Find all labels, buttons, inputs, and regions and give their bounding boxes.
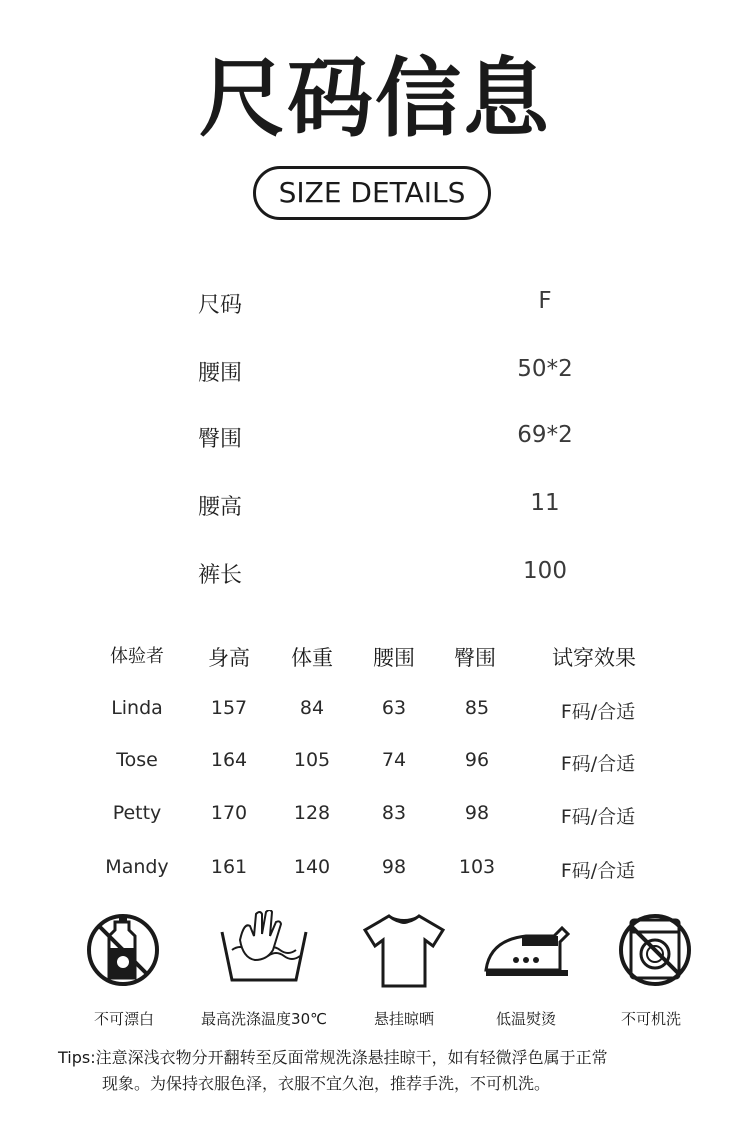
table-row — [0, 856, 750, 890]
size-label: 腰高 — [198, 495, 243, 520]
table-cell: 105 — [293, 749, 331, 771]
table-cell: 96 — [464, 749, 490, 771]
table-cell: 83 — [381, 802, 407, 824]
table-cell: 140 — [293, 856, 331, 878]
table-cell: 157 — [210, 697, 248, 719]
no-machine-wash-icon — [615, 910, 695, 990]
table-cell: 84 — [299, 697, 325, 719]
size-label: 臀围 — [198, 427, 243, 452]
table-cell: 98 — [381, 856, 407, 878]
table-cell: 98 — [464, 802, 490, 824]
header-cell: 臀围 — [454, 646, 496, 670]
tips-line: 现象。为保持衣服色泽，衣服不宜久泡，推荐手洗，不可机洗。 — [102, 1074, 551, 1093]
page-title: 尺码信息 — [199, 49, 551, 149]
fit-table-header — [0, 642, 750, 676]
table-cell: Mandy — [105, 856, 169, 878]
care-label: 不可机洗 — [620, 1010, 681, 1028]
table-cell: 74 — [381, 749, 407, 771]
size-row — [0, 558, 750, 598]
header-cell: 体重 — [291, 646, 333, 670]
care-label: 最高洗涤温度30℃ — [201, 1010, 327, 1028]
care-label: 低温熨烫 — [495, 1010, 556, 1028]
size-row — [0, 356, 750, 396]
table-row — [0, 697, 750, 731]
table-cell: 170 — [210, 802, 248, 824]
size-row — [0, 490, 750, 530]
size-value: 69*2 — [517, 422, 573, 448]
no-bleach-icon — [83, 910, 163, 990]
table-cell: 103 — [458, 856, 496, 878]
size-label: 尺码 — [198, 293, 243, 318]
header-cell: 体验者 — [110, 646, 164, 667]
care-label: 悬挂晾晒 — [373, 1010, 434, 1028]
table-cell: F码/合适 — [560, 860, 636, 882]
table-cell: F码/合适 — [560, 701, 636, 723]
size-value: 100 — [523, 558, 567, 584]
header-cell: 试穿效果 — [552, 646, 636, 670]
table-cell: 164 — [210, 749, 248, 771]
table-cell: Tose — [116, 749, 158, 771]
table-cell: Linda — [111, 697, 163, 719]
size-row — [0, 422, 750, 462]
table-cell: F码/合适 — [560, 753, 636, 775]
tips-text — [58, 1045, 728, 1097]
size-value: 50*2 — [517, 356, 573, 382]
table-cell: 128 — [293, 802, 331, 824]
subtitle-badge: SIZE DETAILS — [253, 166, 491, 220]
table-cell: Petty — [112, 802, 162, 824]
size-value: F — [538, 288, 552, 314]
care-label: 不可漂白 — [93, 1010, 154, 1028]
table-cell: 85 — [464, 697, 490, 719]
header-cell: 身高 — [208, 646, 250, 670]
size-label: 裤长 — [198, 563, 243, 588]
table-row — [0, 802, 750, 836]
table-cell: 63 — [381, 697, 407, 719]
table-cell: 161 — [210, 856, 248, 878]
hand-wash-icon — [218, 910, 310, 990]
size-value: 11 — [530, 490, 560, 516]
table-row — [0, 749, 750, 783]
low-iron-icon — [482, 910, 570, 990]
size-row — [0, 288, 750, 328]
size-label: 腰围 — [198, 361, 243, 386]
tips-line: Tips:注意深浅衣物分开翻转至反面常规洗涤悬挂晾干，如有轻微浮色属于正常 — [58, 1048, 608, 1067]
table-cell: F码/合适 — [560, 806, 636, 828]
hang-dry-icon — [361, 910, 447, 990]
header-cell: 腰围 — [373, 646, 415, 670]
